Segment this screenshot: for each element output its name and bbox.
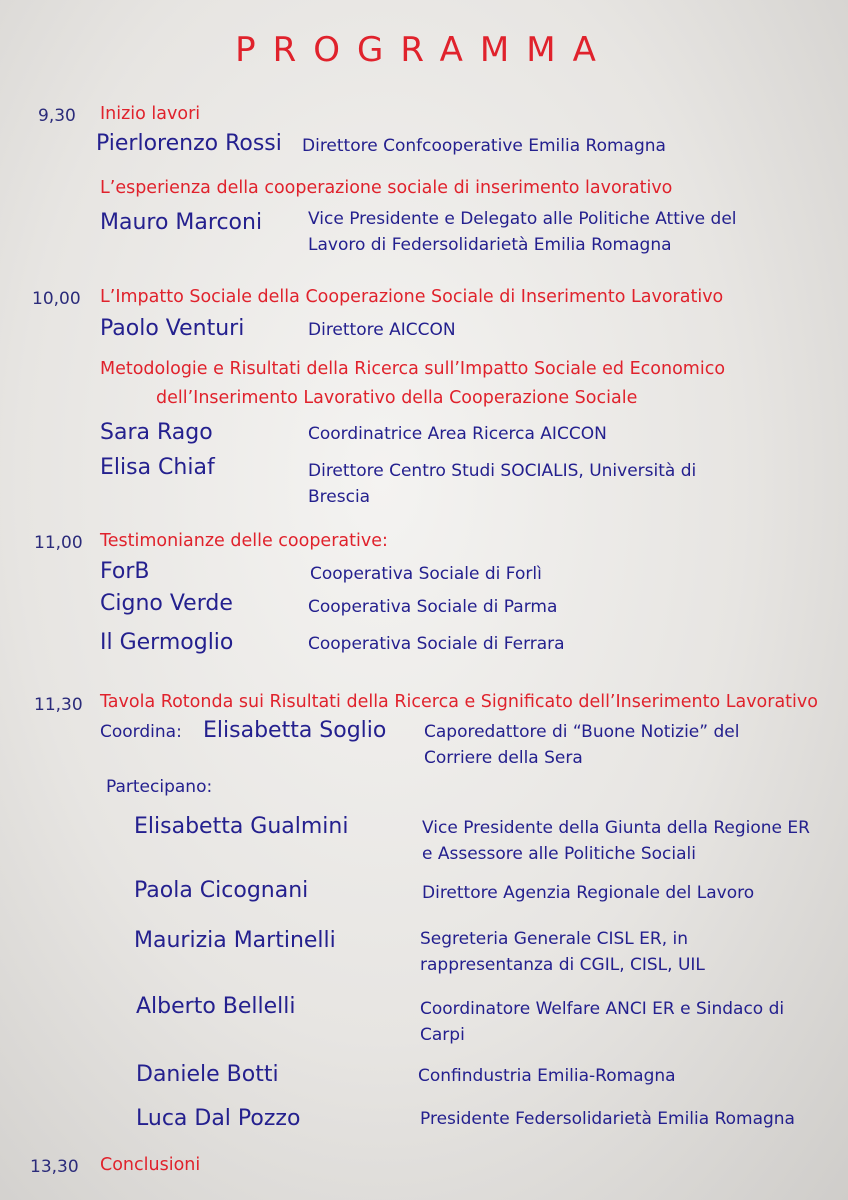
speaker-name: Mauro Marconi — [100, 210, 263, 235]
time-1330: 13,30 — [30, 1157, 79, 1177]
participant-role: Presidente Federsolidarietà Emilia Romagna — [420, 1109, 795, 1129]
speaker-role: Direttore AICCON — [308, 320, 456, 340]
participant-role: Vice Presidente della Giunta della Regione ER e Assessore alle Politiche Sociali — [422, 818, 810, 864]
speaker-role: Direttore Centro Studi SOCIALIS, Università di Brescia — [308, 461, 697, 507]
coop-name: ForB — [100, 559, 150, 584]
coop-role: Cooperativa Sociale di Ferrara — [308, 634, 565, 654]
speaker-name: Paolo Venturi — [100, 316, 245, 341]
coop-name: Cigno Verde — [100, 591, 233, 616]
speaker-role: Coordinatrice Area Ricerca AICCON — [308, 424, 607, 444]
session-heading: dell’Inserimento Lavorativo della Cooperazione Sociale — [156, 388, 638, 408]
participant-name: Alberto Bellelli — [136, 994, 296, 1019]
participant-role: Segreteria Generale CISL ER, in rappresentanza di CGIL, CISL, UIL — [420, 929, 705, 975]
coop-name: Il Germoglio — [100, 630, 234, 655]
participant-name: Luca Dal Pozzo — [136, 1106, 301, 1131]
time-930: 9,30 — [38, 106, 76, 126]
speaker-role: Direttore Confcooperative Emilia Romagna — [302, 136, 666, 156]
time-1130: 11,30 — [34, 695, 83, 715]
participant-role: Direttore Agenzia Regionale del Lavoro — [422, 883, 755, 903]
page-title: PROGRAMMA — [235, 30, 613, 70]
coordinator-label: Coordina: — [100, 722, 182, 742]
participant-role: Coordinatore Welfare ANCI ER e Sindaco di Carpi — [420, 999, 785, 1045]
participants-label: Partecipano: — [106, 777, 213, 797]
session-heading: Metodologie e Risultati della Ricerca sull’Impatto Sociale ed Economico — [100, 359, 726, 379]
coordinator-role: Caporedattore di “Buone Notizie” del Corriere della Sera — [424, 722, 740, 768]
participant-name: Elisabetta Gualmini — [134, 814, 349, 839]
session-heading-start: Inizio lavori — [100, 104, 201, 124]
speaker-name: Elisa Chiaf — [100, 455, 215, 480]
coop-role: Cooperativa Sociale di Parma — [308, 597, 558, 617]
participant-role: Confindustria Emilia-Romagna — [418, 1066, 676, 1086]
participant-name: Maurizia Martinelli — [134, 928, 336, 953]
speaker-name: Sara Rago — [100, 420, 213, 445]
session-heading: Tavola Rotonda sui Risultati della Ricerca e Significato dell’Inserimento Lavorativo — [100, 692, 818, 712]
speaker-name: Pierlorenzo Rossi — [96, 131, 282, 156]
session-heading: L’Impatto Sociale della Cooperazione Sociale di Inserimento Lavorativo — [100, 287, 724, 307]
speaker-role: Vice Presidente e Delegato alle Politiche Attive del Lavoro di Federsolidarietà Emilia Romagna — [308, 209, 737, 255]
coop-role: Cooperativa Sociale di Forlì — [310, 564, 542, 584]
session-heading-conclusions: Conclusioni — [100, 1155, 201, 1175]
participant-name: Paola Cicognani — [134, 878, 309, 903]
time-1100: 11,00 — [34, 533, 83, 553]
session-heading: Testimonianze delle cooperative: — [100, 531, 388, 551]
participant-name: Daniele Botti — [136, 1062, 279, 1087]
session-heading: L’esperienza della cooperazione sociale di inserimento lavorativo — [100, 178, 673, 198]
coordinator-name: Elisabetta Soglio — [203, 718, 387, 743]
time-1000: 10,00 — [32, 289, 81, 309]
